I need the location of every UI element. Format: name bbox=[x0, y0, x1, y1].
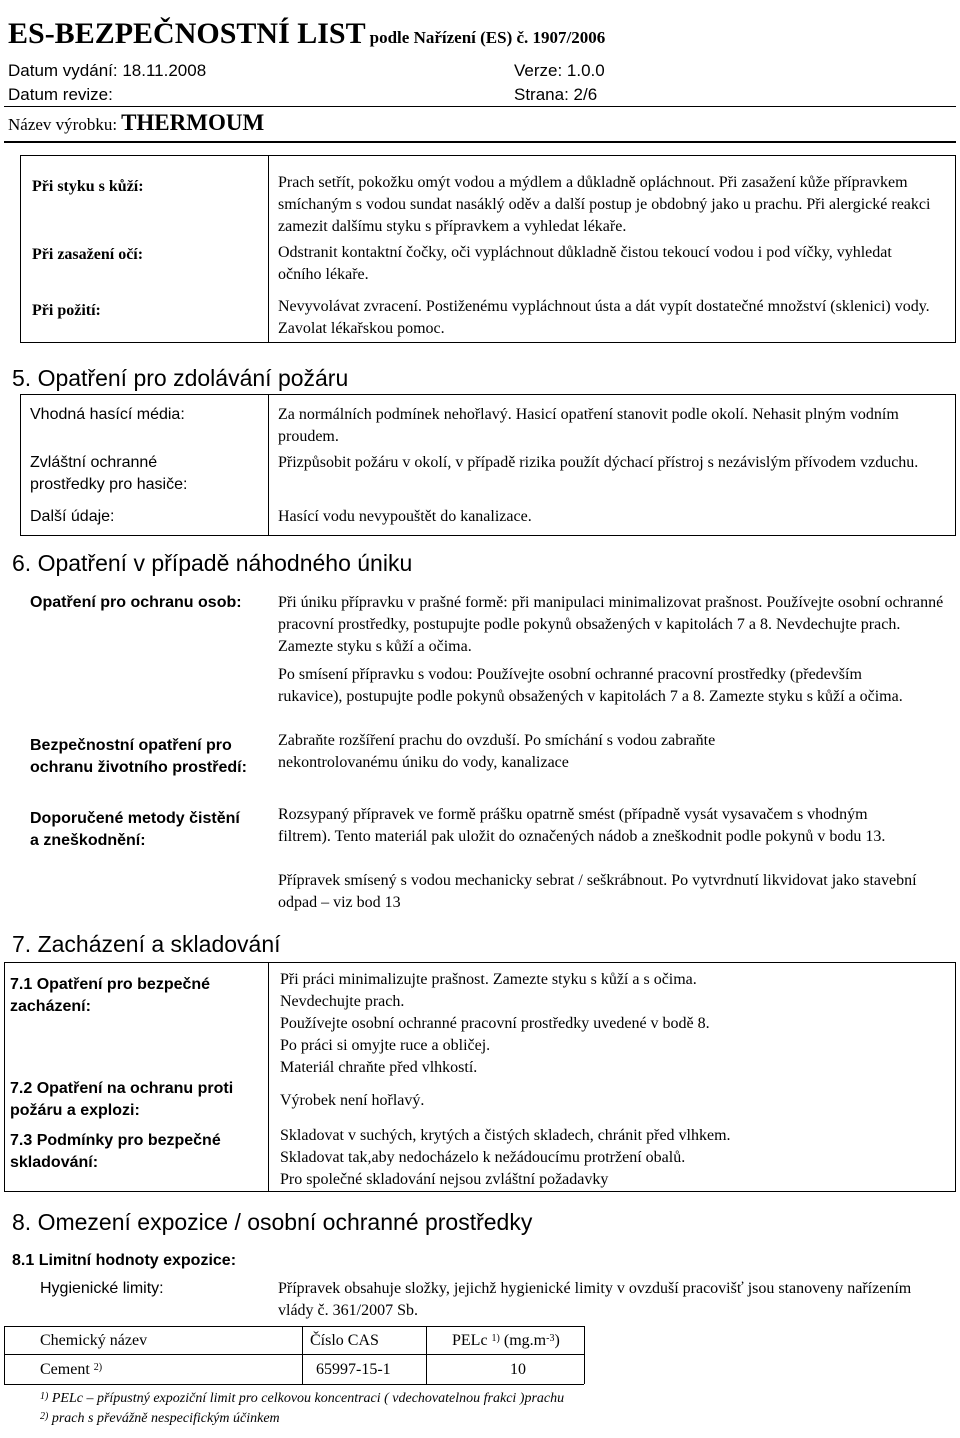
skin-label: Při styku s kůží: bbox=[32, 178, 144, 195]
version: Verze: 1.0.0 bbox=[514, 61, 605, 80]
issue-date: Datum vydání: 18.11.2008 bbox=[8, 61, 207, 80]
storage-line: Skladovat tak,aby nedocházelo k nežádoucímu protržení obalů. bbox=[280, 1149, 686, 1166]
cleanup-label: Doporučené metody čistění a zneškodnění: bbox=[30, 810, 240, 849]
ingestion-label: Při požití: bbox=[32, 302, 101, 319]
footnote-1: $^{1)}$ PELc – přípustný expoziční limit pro celkovou koncentraci ( vdechovatelnou frakci )prachu bbox=[40, 1391, 565, 1406]
table-cell-cas: 65997-15-1 bbox=[316, 1361, 391, 1378]
media-text: Za normálních podmínek nehořlavý. Hasicí opatření stanovit podle okolí. Nehasit plným vodním proudem. bbox=[278, 406, 899, 445]
product-line bbox=[8, 110, 264, 136]
ingestion-text: Nevyvolávat zvracení. Postiženému vypláchnout ústa a dát vypít dostatečné množství (sklenici) vody. Zavolat lékařskou pomoc. bbox=[278, 298, 930, 337]
persons-text-2: Po smísení přípravku s vodou: Používejte osobní ochranné pracovní prostředky (především rukavice), postupujte podle pokynů obsažených v kapitolách 7 a 8. Zamezte styku s kůží a očima. bbox=[278, 666, 903, 705]
section5-title: 5. Opatření pro zdolávání požáru bbox=[12, 365, 349, 391]
product-name: THERMOUM bbox=[121, 110, 265, 135]
table-cell-chemical: Cement $^{2)}$ bbox=[40, 1361, 103, 1378]
ppe-label: Zvláštní ochranné prostředky pro hasiče: bbox=[30, 454, 188, 493]
document-title: ES-BEZPEČNOSTNÍ LIST bbox=[8, 17, 366, 50]
column-header-name: Chemický název bbox=[40, 1332, 148, 1349]
other-text: Hasící vodu nevypouštět do kanalizace. bbox=[278, 508, 532, 525]
cleanup-text-2: Přípravek smísený s vodou mechanicky sebrat / seškrábnout. Po vytvrdnutí likvidovat jako stavební odpad – viz bod 13 bbox=[278, 872, 917, 911]
handling-label: 7.1 Opatření pro bezpečné zacházení: bbox=[10, 976, 211, 1015]
storage-line: Skladovat v suchých, krytých a čistých skladech, chránit před vlhkem. bbox=[280, 1127, 731, 1144]
handling-line: Používejte osobní ochranné pracovní prostředky uvedené v bodě 8. bbox=[280, 1015, 710, 1032]
handling-line: Materiál chraňte před vlhkostí. bbox=[280, 1059, 478, 1076]
regulation-reference: podle Nařízení (ES) č. 1907/2006 bbox=[369, 28, 606, 47]
media-label: Vhodná hasící média: bbox=[30, 406, 185, 423]
eyes-text: Odstranit kontaktní čočky, oči vypláchnout důkladně čistou tekoucí vodou i pod víčky, vyhledat očního lékaře. bbox=[278, 244, 892, 283]
skin-text: Prach setřít, pokožku omýt vodou a mýdlem a důkladně opláchnout. Při zasažení kůže přípravkem smíchaným s vodou sundat nasáklý oděv a další postup je obdobný jako u prachu. Při alergické reakci zamezit dalšímu styku s přípravkem a vyhledat lékaře. bbox=[278, 174, 931, 235]
storage-text bbox=[280, 1125, 930, 1191]
table-cell-pel: 10 bbox=[510, 1361, 526, 1378]
eyes-label: Při zasažení očí: bbox=[32, 246, 144, 263]
storage-line: Pro společné skladování nejsou zvláštní požadavky bbox=[280, 1171, 609, 1188]
section6-title: 6. Opatření v případě náhodného úniku bbox=[12, 550, 413, 576]
handling-line: Nevdechujte prach. bbox=[280, 993, 405, 1010]
persons-label: Opatření pro ochranu osob: bbox=[30, 594, 242, 611]
fire-text: Výrobek není hořlavý. bbox=[280, 1092, 425, 1109]
fire-label: 7.2 Opatření na ochranu proti požáru a explozi: bbox=[10, 1080, 234, 1119]
handling-line: Při práci minimalizujte prašnost. Zamezte styku s kůží a s očima. bbox=[280, 971, 697, 988]
column-header-cas: Číslo CAS bbox=[310, 1332, 379, 1349]
hygiene-text: Přípravek obsahuje složky, jejichž hygienické limity v ovzduší pracovišť jsou stanoveny nařízením vlády č. 361/2007 Sb. bbox=[278, 1280, 912, 1319]
product-label: Název výrobku: bbox=[8, 115, 118, 134]
section8-title: 8. Omezení expozice / osobní ochranné prostředky bbox=[12, 1209, 533, 1235]
handling-text bbox=[280, 969, 930, 1079]
environment-label: Bezpečnostní opatření pro ochranu životního prostředí: bbox=[30, 737, 247, 776]
other-label: Další údaje: bbox=[30, 508, 115, 525]
footnote-2: $^{2)}$ prach s převážně nespecifickým účinkem bbox=[40, 1411, 280, 1426]
section8-subtitle: 8.1 Limitní hodnoty expozice: bbox=[12, 1252, 237, 1269]
handling-line: Po práci si omyjte ruce a obličej. bbox=[280, 1037, 491, 1054]
environment-text: Zabraňte rozšíření prachu do ovzduší. Po smíchání s vodou zabraňte nekontrolovanému úniku do vody, kanalizace bbox=[278, 732, 716, 771]
cleanup-text-1: Rozsypaný přípravek ve formě prášku opatrně smést (případně vysát vysavačem s vhodným filtrem). Tento materiál pak uložit do označených nádob a zneškodnit podle pokynů v bodu 13. bbox=[278, 806, 886, 845]
column-header-pel: PELc $^{1)}$ $(mg.m^{-3})$ bbox=[452, 1332, 560, 1349]
revision-date: Datum revize: bbox=[8, 85, 113, 104]
storage-label: 7.3 Podmínky pro bezpečné skladování: bbox=[10, 1132, 221, 1171]
persons-text-1: Při úniku přípravku v prašné formě: při manipulaci minimalizovat prašnost. Používejte osobní ochranné pracovní prostředky, postupujte podle pokynů obsažených v kapitolách 7 a 8. Nevdechujte prach. Zamezte styku s kůží a očima. bbox=[278, 594, 944, 655]
section7-title: 7. Zacházení a skladování bbox=[12, 931, 281, 957]
hygiene-label: Hygienické limity: bbox=[40, 1280, 164, 1297]
page-number: Strana: 2/6 bbox=[514, 85, 598, 104]
ppe-text: Přizpůsobit požáru v okolí, v případě rizika použít dýchací přístroj s nezávislým přívodem vzduchu. bbox=[278, 454, 919, 471]
document-header bbox=[8, 18, 605, 50]
